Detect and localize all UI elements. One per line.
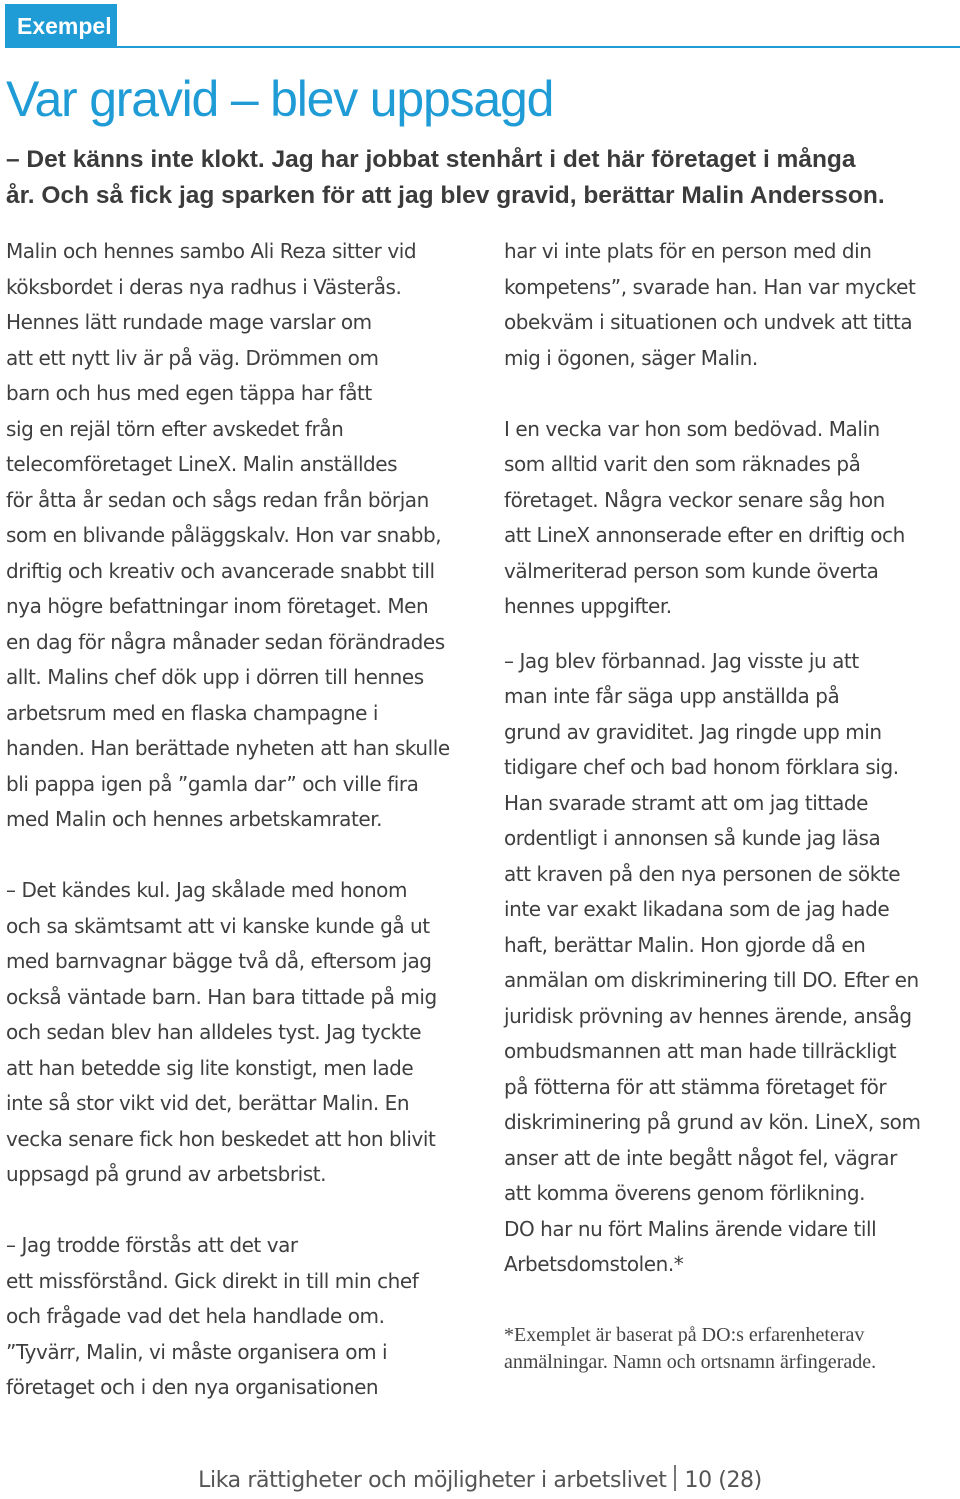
text-line: – Jag blev förbannad. Jag visste ju att: [504, 648, 859, 673]
header-rule: [117, 46, 960, 48]
text-line: inte så stor vikt vid det, berättar Malin. En: [6, 1091, 410, 1115]
left-column: [6, 234, 476, 1406]
text-line: bli pappa igen på ”gamla dar” och ville fira: [6, 771, 419, 796]
right-column: [504, 234, 954, 1283]
text-line: ett missförstånd. Gick direkt in till min chef: [6, 1268, 419, 1293]
text-line: att komma överens genom förlikning.: [504, 1181, 866, 1205]
text-line: Hennes lätt rundade mage varslar om: [6, 310, 372, 334]
text-line: I en vecka var hon som bedövad. Malin: [504, 416, 880, 441]
text-line: barn och hus med egen täppa har fått: [6, 381, 372, 405]
text-line: har vi inte plats för en person med din: [504, 239, 872, 263]
paragraph: [6, 234, 476, 838]
text-line: telecomföretaget LineX. Malin anställdes: [6, 452, 398, 476]
footnote: [504, 1322, 944, 1376]
text-line: tidigare chef och bad honom förklara sig.: [504, 755, 899, 779]
text-line: anser att de inte begått något fel, vägrar: [504, 1145, 897, 1170]
text-line: juridisk prövning av hennes ärende, ansåg: [504, 1003, 912, 1028]
publication-name: Lika rättigheter och möjligheter i arbetslivet: [198, 1468, 667, 1493]
text-line: fingerade.: [795, 1351, 877, 1373]
footer-divider: [674, 1465, 676, 1491]
paragraph: [504, 412, 954, 625]
text-line: – Det kändes kul. Jag skålade med honom: [6, 878, 407, 902]
paragraph: [6, 873, 476, 1193]
text-line: en dag för några månader sedan förändrades: [6, 629, 445, 654]
text-line: DO har nu fört Malins ärende vidare till: [504, 1216, 877, 1241]
text-line: att kraven på den nya personen de sökte: [504, 861, 901, 886]
paragraph: [6, 1228, 476, 1406]
paragraph: [504, 234, 954, 376]
text-line: köksbordet i deras nya radhus i Västerås.: [6, 274, 402, 299]
lead-line: år. Och så fick jag sparken för att jag blev gravid, berättar Malin Andersson.: [6, 182, 885, 209]
lead-line: – Det känns inte klokt. Jag har jobbat stenhårt i det här företaget i många: [6, 146, 856, 173]
text-line: att ett nytt liv är på väg. Drömmen om: [6, 345, 379, 370]
text-line: för åtta år sedan och sågs redan från början: [6, 487, 429, 512]
text-line: och sa skämtsamt att vi kanske kunde gå ut: [6, 913, 430, 938]
page-footer: [0, 1464, 960, 1498]
text-line: ombudsmannen att man hade tillräckligt: [504, 1039, 897, 1063]
text-line: också väntade barn. Han bara tittade på mig: [6, 984, 437, 1009]
text-line: av anmälningar. Namn och ortsnamn är: [504, 1324, 865, 1373]
text-line: vecka senare fick hon beskedet att hon blivit: [6, 1126, 436, 1151]
text-line: driftig och kreativ och avancerade snabbt till: [6, 558, 435, 583]
text-line: med Malin och hennes arbetskamrater.: [6, 807, 383, 831]
text-line: anmälan om diskriminering till DO. Efter en: [504, 968, 919, 992]
text-line: hennes uppgifter.: [504, 594, 672, 618]
text-line: företaget och i den nya organisationen: [6, 1375, 379, 1399]
text-line: diskriminering på grund av kön. LineX, som: [504, 1110, 921, 1134]
text-line: på fötterna för att stämma företaget för: [504, 1074, 887, 1099]
paragraph: [504, 644, 954, 1283]
text-line: som alltid varit den som räknades på: [504, 452, 861, 476]
text-line: obekväm i situationen och undvek att titta: [504, 310, 913, 334]
text-line: – Jag trodde förstås att det var: [6, 1233, 298, 1257]
text-line: nya högre befattningar inom företaget. Men: [6, 594, 429, 618]
text-line: ordentligt i annonsen så kunde jag läsa: [504, 826, 881, 850]
text-line: kompetens”, svarade han. Han var mycket: [504, 274, 916, 299]
text-line: handen. Han berättade nyheten att han skulle: [6, 736, 450, 760]
page-number: 10 (28): [684, 1468, 762, 1493]
text-line: och sedan blev han alldeles tyst. Jag tyckte: [6, 1020, 422, 1044]
text-line: Malin och hennes sambo Ali Reza sitter vid: [6, 239, 417, 263]
text-line: mig i ögonen, säger Malin.: [504, 345, 758, 370]
text-line: och frågade vad det hela handlade om.: [6, 1304, 385, 1328]
text-line: Han svarade stramt att om jag tittade: [504, 790, 869, 815]
text-line: man inte får säga upp anställda på: [504, 684, 840, 708]
article-lead: [6, 142, 956, 214]
text-line: allt. Malins chef dök upp i dörren till hennes: [6, 665, 424, 689]
text-line: med barnvagnar bägge två då, eftersom jag: [6, 949, 432, 973]
text-line: grund av graviditet. Jag ringde upp min: [504, 719, 882, 744]
text-line: välmeriterad person som kunde överta: [504, 558, 879, 583]
text-line: företaget. Några veckor senare såg hon: [504, 487, 885, 512]
text-line: ”Tyvärr, Malin, vi måste organisera om i: [6, 1339, 388, 1364]
section-tag-row: [5, 4, 960, 48]
article-title: Var gravid – blev uppsagd: [6, 71, 554, 127]
text-line: Arbetsdomstolen.*: [504, 1252, 684, 1276]
text-line: *Exemplet är baserat på DO:s erfarenheter: [504, 1324, 846, 1346]
text-line: som en blivande påläggskalv. Hon var snabb,: [6, 523, 442, 547]
text-line: att LineX annonserade efter en driftig och: [504, 523, 905, 547]
text-line: sig en rejäl törn efter avskedet från: [6, 416, 344, 441]
text-line: att han betedde sig lite konstigt, men lade: [6, 1055, 414, 1080]
text-line: haft, berättar Malin. Hon gjorde då en: [504, 932, 866, 957]
text-line: inte var exakt likadana som de jag hade: [504, 897, 890, 921]
text-line: uppsagd på grund av arbetsbrist.: [6, 1162, 327, 1186]
section-tag: Exempel: [5, 4, 117, 48]
text-line: arbetsrum med en flaska champagne i: [6, 700, 378, 725]
